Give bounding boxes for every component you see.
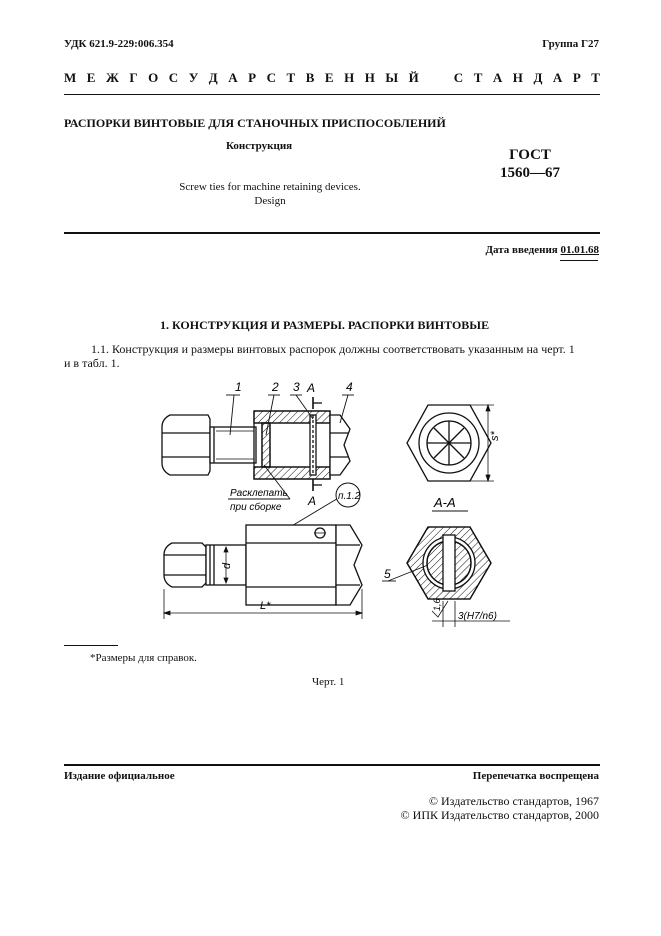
footer-rule [64, 764, 600, 766]
callout-3: 3 [293, 380, 300, 394]
dimension-d: d [221, 562, 233, 569]
document-subtitle: Конструкция [226, 140, 293, 152]
introduction-date: Дата введения 01.01.68 [485, 244, 599, 256]
document-title: РАСПОРКИ ВИНТОВЫЕ ДЛЯ СТАНОЧНЫХ ПРИСПОСОБЛЕНИЙ [64, 116, 446, 130]
callout-1: 1 [235, 380, 242, 394]
dimension-s: s* [489, 431, 501, 441]
group-code: Группа Г27 [542, 38, 599, 50]
weld-note-line1: Расклепать [230, 488, 288, 499]
footnote: *Размеры для справок. [90, 652, 197, 664]
section-aa-view [407, 527, 491, 599]
standard-banner: М Е Ж Г О С У Д А Р С Т В Е Н Н Ы Й С Т А Н Д А Р Т [64, 70, 600, 85]
dimension-L: L* [260, 600, 271, 612]
banner-rule [64, 94, 600, 95]
section-label: А-А [434, 495, 456, 510]
reprint-notice: Перепечатка воспрещена [472, 770, 599, 782]
callout-2: 2 [272, 380, 279, 394]
title-rule [64, 232, 600, 234]
callout-5: 5 [384, 567, 391, 581]
udc-code: УДК 621.9-229:006.354 [64, 38, 174, 50]
section-mark-bottom: А [308, 494, 317, 508]
roughness-value: 1,6 [432, 598, 442, 611]
footnote-rule [64, 645, 118, 646]
figure-caption: Черт. 1 [312, 676, 345, 688]
weld-note-line2: при сборке [230, 502, 282, 513]
section-heading: 1. КОНСТРУКЦИЯ И РАЗМЕРЫ. РАСПОРКИ ВИНТОВЫЕ [160, 318, 490, 332]
outside-view [164, 525, 362, 605]
official-edition: Издание официальное [64, 770, 175, 782]
fit-note: 3(H7/n6) [458, 611, 497, 622]
gost-designation: ГОСТ 1560—67 [500, 147, 560, 181]
technical-drawing [150, 375, 530, 637]
copyright-block: © Издательство стандартов, 1967 © ИПК Издательство стандартов, 2000 [400, 794, 599, 822]
section-view [162, 397, 350, 491]
reference-note: п.1.2 [338, 491, 361, 502]
section-mark-top: А [307, 381, 316, 395]
callout-4: 4 [346, 380, 353, 394]
english-title: Screw ties for machine retaining devices. Design [179, 181, 361, 207]
date-underline [560, 260, 598, 261]
end-view [407, 405, 491, 481]
section-paragraph: 1.1. Конструкция и размеры винтовых распорок должны соответствовать указанным на черт. 1 и в табл. 1. [64, 342, 575, 370]
